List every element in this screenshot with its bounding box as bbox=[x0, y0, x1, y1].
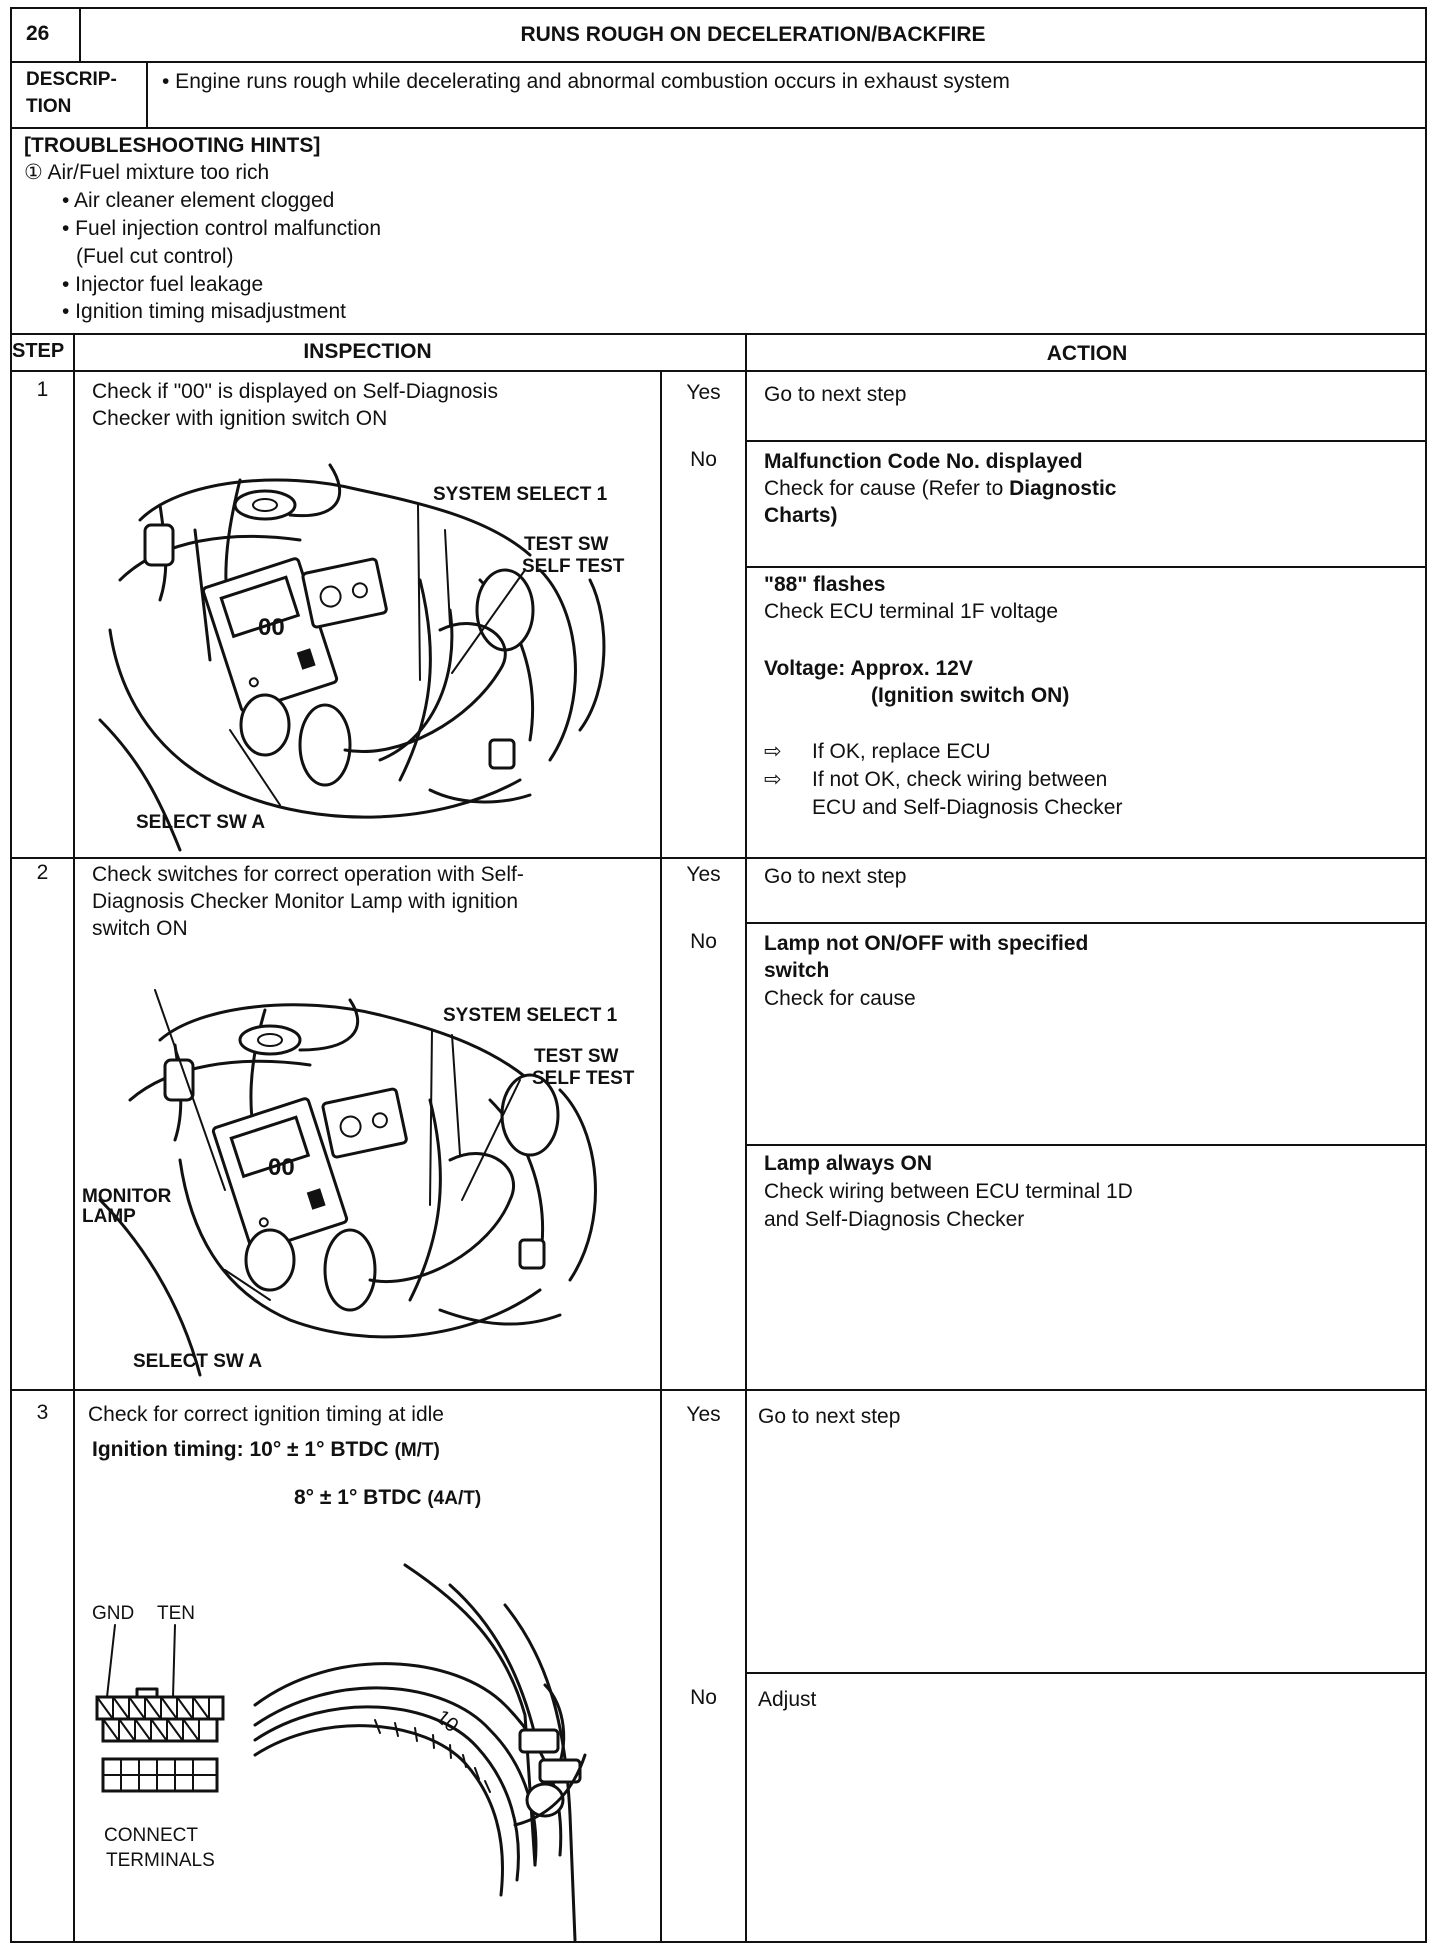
hint-line: ① Air/Fuel mixture too rich bbox=[24, 161, 270, 184]
step1-notok-text-line2: ECU and Self-Diagnosis Checker bbox=[812, 796, 1123, 819]
rule-step1-yes-bottom bbox=[745, 440, 1427, 442]
rule-under-title bbox=[10, 61, 1427, 63]
step1-no-b-text: Check ECU terminal 1F voltage bbox=[764, 600, 1059, 623]
column-header-inspection: INSPECTION bbox=[303, 340, 432, 363]
diagnosis-connector-diagram bbox=[95, 1625, 235, 1795]
step1-ok-arrow: ⇨ bbox=[764, 740, 782, 763]
page-title: RUNS ROUGH ON DECELERATION/BACKFIRE bbox=[520, 23, 986, 46]
step1-inspection-line: Checker with ignition switch ON bbox=[92, 407, 388, 430]
step-number: 1 bbox=[36, 378, 49, 401]
step2-no-b-text-line2: and Self-Diagnosis Checker bbox=[764, 1208, 1025, 1231]
timing-mark-label: 10 bbox=[431, 1705, 463, 1737]
step1-inspection-line: Check if "00" is displayed on Self-Diagnosis bbox=[92, 380, 498, 403]
step1-no-b-title: "88" flashes bbox=[764, 573, 886, 596]
step1-label-select-sw: SELECT SW A bbox=[136, 812, 266, 833]
rule-step1-bottom bbox=[10, 857, 1427, 859]
rule-under-description bbox=[10, 127, 1427, 129]
step1-label-system-select: SYSTEM SELECT 1 bbox=[433, 484, 608, 505]
step1-label-self-test: SELF TEST bbox=[522, 556, 625, 577]
step3-label-terminals: TERMINALS bbox=[106, 1850, 215, 1871]
page-number: 26 bbox=[26, 22, 50, 45]
step1-no-a-text-cont: Charts) bbox=[764, 504, 838, 527]
step1-no-a-text: Check for cause (Refer to Diagnostic bbox=[764, 477, 1117, 500]
description-text: • Engine runs rough while decelerating and abnormal combustion occurs in exhaust system bbox=[162, 70, 1010, 93]
step2-inspection-line: Check switches for correct operation with Self- bbox=[92, 863, 524, 886]
step2-no-a-text: Check for cause bbox=[764, 987, 916, 1010]
rule-description-divider bbox=[146, 61, 148, 129]
step2-no-b-text-line1: Check wiring between ECU terminal 1D bbox=[764, 1180, 1133, 1203]
step3-yes-label: Yes bbox=[686, 1403, 721, 1426]
step3-no-label: No bbox=[690, 1686, 717, 1709]
hints-title: [TROUBLESHOOTING HINTS] bbox=[24, 134, 321, 157]
step2-no-b-title: Lamp always ON bbox=[764, 1152, 933, 1175]
step2-label-self-test: SELF TEST bbox=[532, 1068, 635, 1089]
step-number: 3 bbox=[36, 1401, 49, 1424]
step2-inspection-line: switch ON bbox=[92, 917, 188, 940]
step1-voltage-line2: (Ignition switch ON) bbox=[871, 684, 1070, 707]
step2-no-a-title-line2: switch bbox=[764, 959, 830, 982]
step1-label-test-sw: TEST SW bbox=[524, 534, 609, 555]
step1-engine-diagram bbox=[100, 460, 660, 855]
hint-line: • Fuel injection control malfunction bbox=[62, 217, 382, 240]
rule-under-hints bbox=[10, 333, 1427, 335]
step1-yes-label: Yes bbox=[686, 381, 721, 404]
step1-voltage-line1: Voltage: Approx. 12V bbox=[764, 657, 973, 680]
hint-line: (Fuel cut control) bbox=[76, 245, 234, 268]
rule-step2-bottom bbox=[10, 1389, 1427, 1391]
step-number: 2 bbox=[36, 861, 49, 884]
step1-no-label: No bbox=[690, 448, 717, 471]
step1-notok-arrow: ⇨ bbox=[764, 768, 782, 791]
hint-line: • Injector fuel leakage bbox=[62, 273, 264, 296]
step3-no-action: Adjust bbox=[758, 1688, 817, 1711]
step3-label-ten: TEN bbox=[157, 1603, 195, 1624]
step2-yes-action: Go to next step bbox=[764, 865, 907, 888]
rule-under-column-headers bbox=[10, 370, 1427, 372]
step2-label-lamp: LAMP bbox=[82, 1206, 136, 1227]
step3-inspection-line: Check for correct ignition timing at idle bbox=[88, 1403, 444, 1426]
rule-step-column bbox=[73, 333, 75, 1943]
step3-label-connect: CONNECT bbox=[104, 1825, 198, 1846]
step3-timing-at: 8° ± 1° BTDC (4A/T) bbox=[294, 1486, 482, 1509]
step1-yes-action: Go to next step bbox=[764, 383, 907, 406]
step2-checker-display: 00 bbox=[268, 1154, 295, 1181]
rule-step2-yes-bottom bbox=[745, 922, 1427, 924]
rule-step1-no-a-bottom bbox=[745, 566, 1427, 568]
step2-label-system-select: SYSTEM SELECT 1 bbox=[443, 1005, 618, 1026]
description-label-line1: DESCRIP- bbox=[26, 69, 117, 90]
rule-step3-yes-bottom bbox=[745, 1672, 1427, 1674]
hint-line: • Ignition timing misadjustment bbox=[62, 300, 346, 323]
column-header-step: STEP bbox=[12, 340, 65, 362]
step1-checker-display: 00 bbox=[258, 614, 285, 641]
step2-no-label: No bbox=[690, 930, 717, 953]
step2-label-test-sw: TEST SW bbox=[534, 1046, 619, 1067]
step1-no-a-title: Malfunction Code No. displayed bbox=[764, 450, 1083, 473]
rule-action-column bbox=[745, 333, 747, 1943]
column-header-action: ACTION bbox=[1046, 342, 1128, 365]
hint-line: • Air cleaner element clogged bbox=[62, 189, 335, 212]
step2-yes-label: Yes bbox=[686, 863, 721, 886]
step3-yes-action: Go to next step bbox=[758, 1405, 901, 1428]
step3-label-gnd: GND bbox=[92, 1603, 135, 1624]
step2-label-monitor: MONITOR bbox=[82, 1186, 172, 1207]
step2-no-a-title-line1: Lamp not ON/OFF with specified bbox=[764, 932, 1089, 955]
step1-notok-text-line1: If not OK, check wiring between bbox=[812, 768, 1108, 791]
rule-step2-no-a-bottom bbox=[745, 1144, 1427, 1146]
crank-pulley-timing-diagram bbox=[255, 1565, 660, 1940]
step1-ok-text: If OK, replace ECU bbox=[812, 740, 991, 763]
step2-inspection-line: Diagnosis Checker Monitor Lamp with ignition bbox=[92, 890, 519, 913]
description-label-line2: TION bbox=[26, 96, 72, 117]
step2-label-select-sw: SELECT SW A bbox=[133, 1351, 263, 1372]
step3-timing-mt: Ignition timing: 10° ± 1° BTDC (M/T) bbox=[92, 1438, 440, 1461]
